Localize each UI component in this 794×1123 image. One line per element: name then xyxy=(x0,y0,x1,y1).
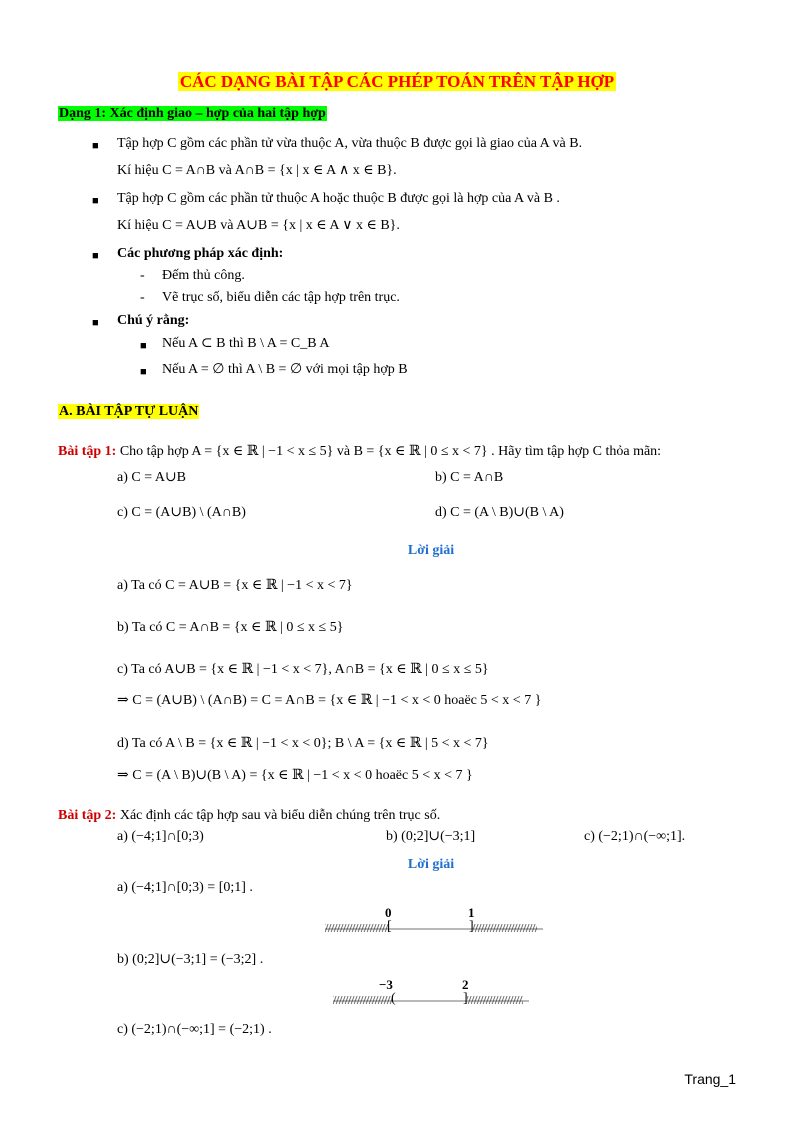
solution-label: Lời giải xyxy=(407,857,455,872)
ex1-solution-c2: ⇒ C = (A∪B) \ (A∩B) = C = A∩B = {x ∈ ℝ | −1 < x < 0 hoaëc 5 < x < 7 } xyxy=(117,693,542,708)
bullet-icon: ■ xyxy=(140,366,147,378)
excluded-region xyxy=(473,924,537,932)
ex2-solution-c: c) (−2;1)∩(−∞;1] = (−2;1) . xyxy=(117,1022,272,1037)
ex2-part-b: b) (0;2]∪(−3;1] xyxy=(386,829,476,844)
notation-union: Kí hiệu C = A∪B và A∪B = {x | x ∈ A ∨ x ∈ B}. xyxy=(117,218,400,233)
ex1-solution-c1: c) Ta có A∪B = {x ∈ ℝ | −1 < x < 7}, A∩B = {x ∈ ℝ | 0 ≤ x ≤ 5} xyxy=(117,662,489,677)
ex2-part-c: c) (−2;1)∩(−∞;1]. xyxy=(584,829,686,844)
dash-icon: - xyxy=(140,290,145,305)
number-line-2-graphic xyxy=(333,977,533,1007)
bullet-icon: ■ xyxy=(140,340,147,352)
method-item: Vẽ trục số, biểu diễn các tập hợp trên trục. xyxy=(162,290,400,305)
ex2-solution-a: a) (−4;1]∩[0;3) = [0;1] . xyxy=(117,880,253,895)
definition-union: Tập hợp C gồm các phần tử thuộc A hoặc thuộc B được gọi là hợp của A và B . xyxy=(117,191,560,206)
excluded-region xyxy=(467,996,523,1004)
definition-intersection: Tập hợp C gồm các phần tử vừa thuộc A, vừa thuộc B được gọi là giao của A và B. xyxy=(117,136,583,151)
solution-label: Lời giải xyxy=(407,543,455,558)
page-number: Trang_1 xyxy=(684,1071,736,1087)
exercise-1: Bài tập 1: Cho tập hợp A = {x ∈ ℝ | −1 < x ≤ 5} và B = {x ∈ ℝ | 0 ≤ x < 7} . Hãy tìm tập hợp C thỏa mãn: xyxy=(58,444,662,459)
left-bracket: [ xyxy=(387,919,392,934)
ex1-part-b: b) C = A∩B xyxy=(435,470,504,485)
ex1-part-d: d) C = (A \ B)∪(B \ A) xyxy=(435,505,564,520)
method-item: Đếm thủ công. xyxy=(162,268,245,283)
tick-label-left: −3 xyxy=(379,977,393,992)
right-bracket: ] xyxy=(469,919,474,934)
ex1-part-a: a) C = A∪B xyxy=(117,470,187,485)
bullet-icon: ■ xyxy=(92,250,99,262)
number-line-1-graphic xyxy=(325,905,547,935)
notation-intersection: Kí hiệu C = A∩B và A∩B = {x | x ∈ A ∧ x ∈ B}. xyxy=(117,163,397,178)
ex1-solution-d2: ⇒ C = (A \ B)∪(B \ A) = {x ∈ ℝ | −1 < x < 0 hoaëc 5 < x < 7 } xyxy=(117,768,473,783)
note-heading: Chú ý rằng: xyxy=(117,313,190,328)
ex1-solution-b: b) Ta có C = A∩B = {x ∈ ℝ | 0 ≤ x ≤ 5} xyxy=(117,620,344,635)
number-line-1 xyxy=(325,905,547,935)
left-bracket: ( xyxy=(391,991,396,1006)
page-title: CÁC DẠNG BÀI TẬP CÁC PHÉP TOÁN TRÊN TẬP HỢP xyxy=(179,72,615,91)
ex2-part-a: a) (−4;1]∩[0;3) xyxy=(117,829,204,844)
tick-label-left: 0 xyxy=(385,905,392,920)
section-heading: A. BÀI TẬP TỰ LUẬN xyxy=(59,404,199,419)
tick-label-right: 2 xyxy=(462,977,469,992)
excluded-region xyxy=(333,996,393,1004)
note-item: Nếu A ⊂ B thì B \ A = C_B A xyxy=(162,336,330,351)
right-bracket: ] xyxy=(463,991,468,1006)
excluded-region xyxy=(325,924,389,932)
bullet-icon: ■ xyxy=(92,140,99,152)
bullet-icon: ■ xyxy=(92,317,99,329)
ex1-part-c: c) C = (A∪B) \ (A∩B) xyxy=(117,505,246,520)
number-line-2 xyxy=(333,977,533,1007)
bullet-icon: ■ xyxy=(92,195,99,207)
dash-icon: - xyxy=(140,268,145,283)
ex2-solution-b: b) (0;2]∪(−3;1] = (−3;2] . xyxy=(117,952,264,967)
tick-label-right: 1 xyxy=(468,905,475,920)
exercise-2: Bài tập 2: Xác định các tập hợp sau và biểu diễn chúng trên trục số. xyxy=(58,808,441,823)
ex1-solution-a: a) Ta có C = A∪B = {x ∈ ℝ | −1 < x < 7} xyxy=(117,578,353,593)
methods-heading: Các phương pháp xác định: xyxy=(117,246,284,261)
section-heading: Dạng 1: Xác định giao – hợp của hai tập hợp xyxy=(59,106,326,121)
note-item: Nếu A = ∅ thì A \ B = ∅ với mọi tập hợp B xyxy=(162,362,408,377)
ex1-solution-d1: d) Ta có A \ B = {x ∈ ℝ | −1 < x < 0}; B \ A = {x ∈ ℝ | 5 < x < 7} xyxy=(117,736,489,751)
